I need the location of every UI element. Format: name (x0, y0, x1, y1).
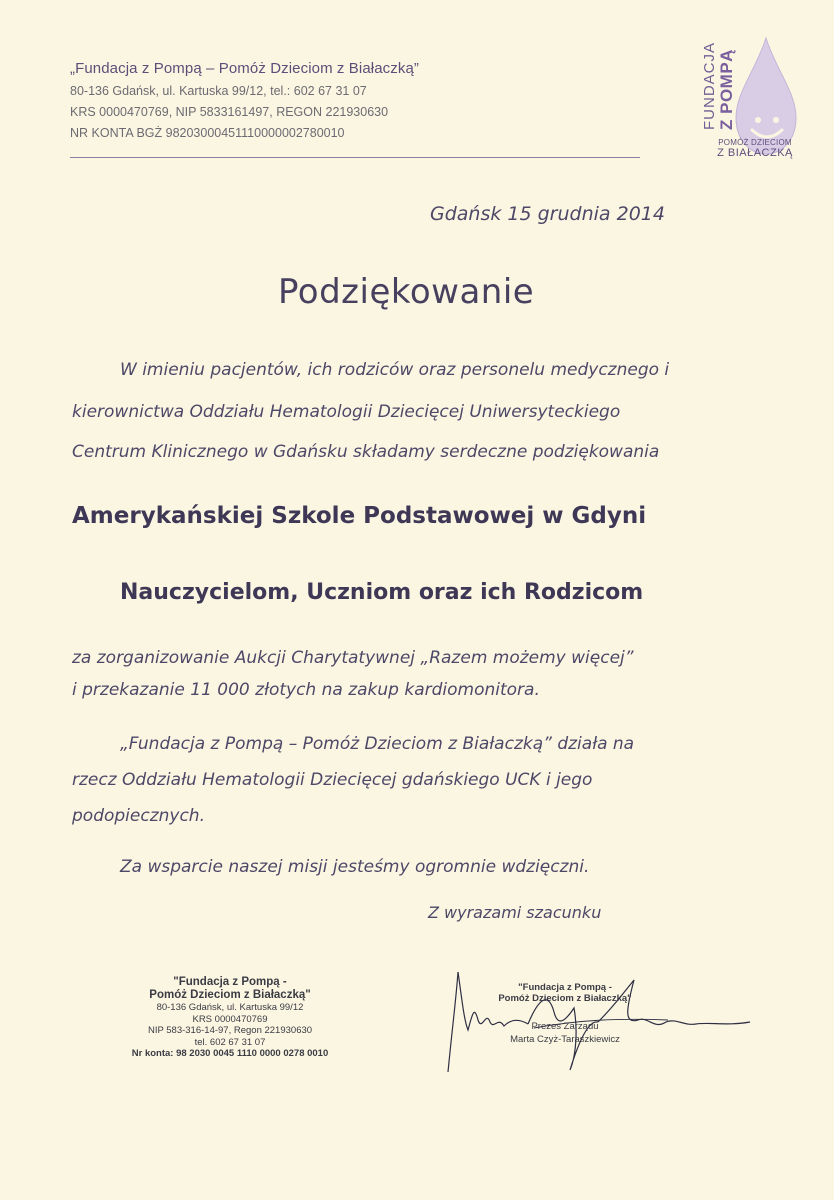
para1-line1: W imieniu pacjentów, ich rodziców oraz personelu medycznego i (120, 360, 670, 380)
para1-line3: Centrum Klinicznego w Gdańsku składamy serdeczne podziękowania (72, 442, 660, 462)
para4: Za wsparcie naszej misji jesteśmy ogromnie wdzięczni. (120, 857, 590, 877)
stamp-right-title1: "Fundacja z Pompą - (518, 982, 612, 993)
letterhead (70, 60, 650, 144)
org-registry: KRS 0000470769, NIP 5833161497, REGON 221930630 (70, 105, 389, 119)
logo-zpompa-text: Z POMPĄ (717, 49, 736, 130)
para2-line1: za zorganizowanie Aukcji Charytatywnej „Razem możemy więcej” (72, 648, 634, 668)
para2-line2: i przekazanie 11 000 złotych na zakup kardiomonitora. (72, 680, 540, 700)
letter-date: Gdańsk 15 grudnia 2014 (430, 203, 665, 225)
stamp-left-title1: "Fundacja z Pompą - (173, 976, 287, 988)
signature-icon (438, 960, 758, 1080)
logo-fundacja-text: FUNDACJA (701, 41, 718, 130)
logo-caption (700, 138, 810, 159)
stamp-left-address: 80-136 Gdańsk, ul. Kartuska 99/12 (156, 1002, 304, 1013)
stamp-right-role: Prezes Zarządu (531, 1021, 599, 1032)
para3-line2: rzecz Oddziału Hematologii Dziecięcej gdańskiego UCK i jego (72, 770, 593, 790)
closing: Z wyrazami szacunku (428, 903, 602, 922)
stamp-left-title2: Pomóż Dzieciom z Białaczką" (149, 989, 311, 1001)
recipient-sub: Nauczycielom, Uczniom oraz ich Rodzicom (120, 580, 644, 605)
stamp-left-krs: KRS 0000470769 (192, 1013, 268, 1025)
org-account: NR KONTA BGŻ 98203000451110000002780010 (70, 126, 345, 140)
logo-bialaczka-text: Z BIAŁACZKĄ (717, 147, 793, 159)
para3-line1: „Fundacja z Pompą – Pomóż Dzieciom z Białaczką” działa na (120, 734, 635, 754)
logo-pomoz-text: POMÓŻ DZIECIOM (718, 138, 792, 147)
letter-title: Podziękowanie (278, 272, 535, 312)
para3-line3: podopiecznych. (72, 806, 205, 826)
org-name: „Fundacja z Pompą – Pomóż Dzieciom z Białaczką” (70, 60, 419, 77)
recipient: Amerykańskiej Szkole Podstawowej w Gdyni (72, 503, 647, 529)
stamp-right-name: Marta Czyż-Taraszkiewicz (510, 1034, 620, 1045)
org-address: 80-136 Gdańsk, ul. Kartuska 99/12, tel.: 602 67 31 07 (70, 84, 367, 98)
header-divider (70, 157, 640, 158)
stamp-right-title2: Pomóż Dzieciom z Białaczką" (498, 993, 632, 1004)
stamp-left-account: Nr konta: 98 2030 0045 1110 0000 0278 0010 (131, 1048, 329, 1059)
stamp-left-tel: tel. 602 67 31 07 (194, 1036, 266, 1048)
para1-line2: kierownictwa Oddziału Hematologii Dziecięcej Uniwersyteckiego (72, 402, 621, 422)
stamp-left-nip: NIP 583-316-14-97, Regon 221930630 (147, 1025, 313, 1036)
stamp-left (100, 976, 360, 1060)
